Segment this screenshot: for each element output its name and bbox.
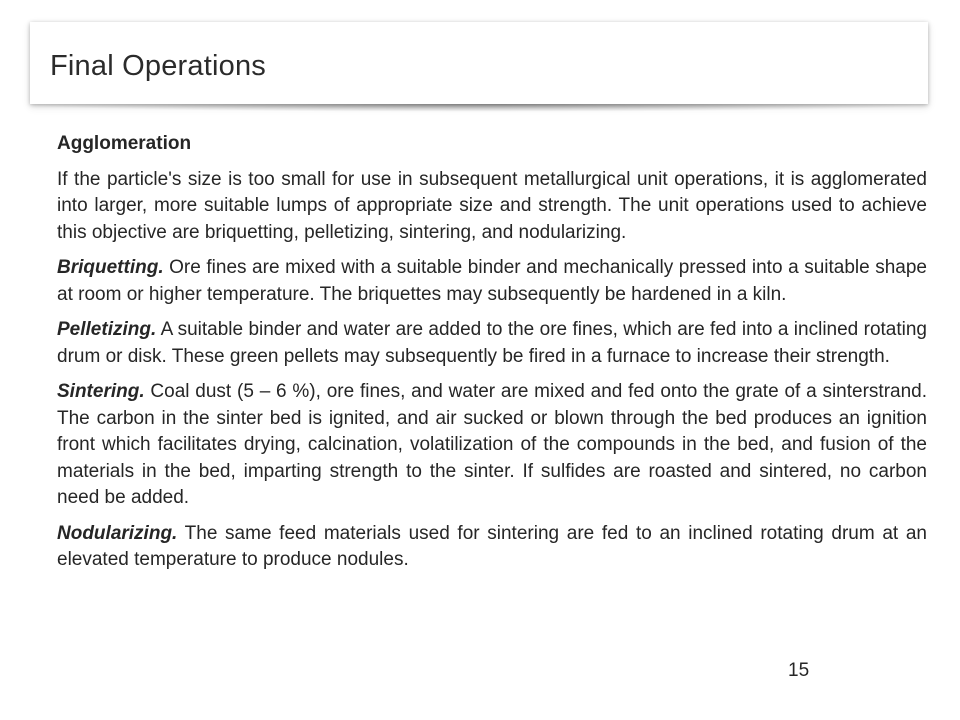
briquetting-text: Ore fines are mixed with a suitable binder and mechanically pressed into a suitable shape at room or higher temperature. The briquettes may subsequently be hardened in a kiln. — [57, 257, 927, 305]
nodularizing-term: Nodularizing. — [57, 522, 178, 544]
title-bar — [30, 22, 928, 104]
slide-title: Final Operations — [50, 50, 266, 82]
title-bar-shadow — [30, 104, 928, 130]
nodularizing-paragraph — [57, 521, 927, 574]
nodularizing-text: The same feed materials used for sintering are fed to an inclined rotating drum at an elevated temperature to produce nodules. — [57, 522, 927, 570]
briquetting-paragraph — [57, 255, 927, 308]
page-number: 15 — [788, 660, 810, 681]
pelletizing-paragraph — [57, 317, 927, 370]
sintering-term: Sintering. — [57, 381, 145, 402]
slide-content — [57, 131, 927, 583]
section-heading: Agglomeration — [57, 133, 192, 154]
pelletizing-text: A suitable binder and water are added to the ore fines, which are fed into a inclined rotating drum or disk. These green pellets may subsequently be fired in a furnace to increase their strength. — [57, 319, 927, 367]
intro-paragraph: If the particle's size is too small for use in subsequent metallurgical unit operations, it is agglomerated into larger, more suitable lumps of appropriate size and strength. The unit operations used to achieve this objective are briquetting, pelletizing, sintering, and nodularizing. — [57, 168, 927, 243]
briquetting-term: Briquetting. — [57, 257, 164, 278]
pelletizing-term: Pelletizing. — [57, 319, 157, 340]
sintering-text: Coal dust (5 – 6 %), ore fines, and water are mixed and fed onto the grate of a sinterstrand. The carbon in the sinter bed is ignited, and air sucked or blown through the bed produces an ignition front which facilitates drying, calcination, volatilization of the compounds in the bed, and fusion of the materials in the bed, imparting strength to the sinter. If sulfides are roasted and sintered, no carbon need be added. — [57, 381, 927, 508]
sintering-paragraph — [57, 379, 927, 512]
